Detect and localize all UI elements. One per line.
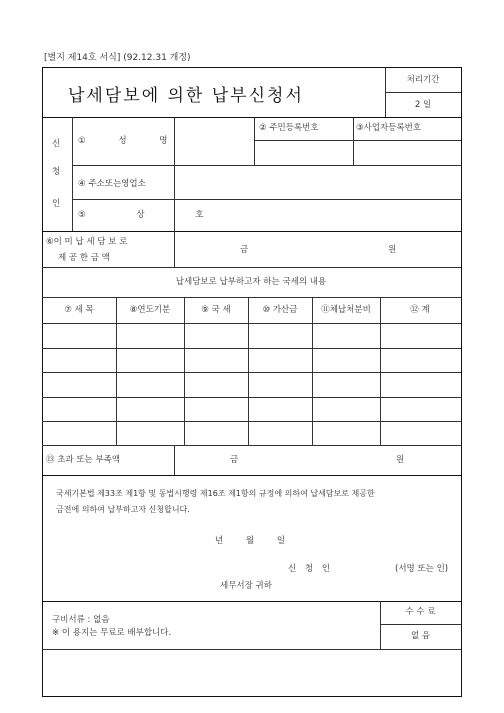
statement-line-2: 금전에 의하여 납부하고자 신청합니다. xyxy=(56,505,190,514)
provided-amount-prefix: 금 xyxy=(240,245,249,255)
signature-note: (서명 또는 인) xyxy=(395,564,449,574)
excess-prefix: 금 xyxy=(230,455,239,465)
table-cell[interactable] xyxy=(117,373,183,396)
table-cell[interactable] xyxy=(381,324,460,347)
table-cell[interactable] xyxy=(43,398,115,420)
excess-label: ⑬ 초과 또는 부족액 xyxy=(46,455,121,465)
table-cell[interactable] xyxy=(313,373,379,396)
table-header-total: ⑫ 계 xyxy=(410,305,430,315)
divider xyxy=(380,624,461,625)
divider xyxy=(72,117,73,231)
name-field[interactable] xyxy=(175,118,254,165)
required-documents: 구비서류 : 없음 xyxy=(52,615,110,625)
table-cell[interactable] xyxy=(381,398,460,420)
trade-name-label: ⑤ 상 호 xyxy=(78,210,204,220)
form-number-note: [별지 제14호 서식] (92.12.31 개정) xyxy=(44,53,191,63)
table-cell[interactable] xyxy=(313,398,379,420)
table-cell[interactable] xyxy=(381,373,460,396)
table-header-tax-item: ⑦ 세 목 xyxy=(64,305,94,315)
table-header-disposition-fee: ⑪체납처분비 xyxy=(321,305,371,315)
table-cell[interactable] xyxy=(249,324,311,347)
table-header-surcharge: ⑩ 가산금 xyxy=(262,305,298,315)
address-field[interactable] xyxy=(175,166,460,198)
excess-suffix: 원 xyxy=(396,455,405,465)
statement-line-1: 국세기본법 제33조 제1항 및 동법시행령 제16조 제1항의 규정에 의하여 납세담보로 제공한 xyxy=(56,489,375,498)
divider xyxy=(42,649,461,650)
divider xyxy=(42,475,461,476)
provided-amount-label-1: ⑥이 미 납 세 담 보 로 xyxy=(46,237,128,247)
business-number-label: ③사업자등록번호 xyxy=(356,123,422,133)
processing-period-value: 2 일 xyxy=(414,100,432,110)
table-cell[interactable] xyxy=(185,349,247,371)
fee-value: 없 음 xyxy=(410,631,431,641)
tax-table xyxy=(42,297,461,445)
table-cell[interactable] xyxy=(185,422,247,444)
table-header-national-tax: ⑨ 국 세 xyxy=(201,305,231,315)
table-cell[interactable] xyxy=(249,398,311,420)
name-label: ① 성 명 xyxy=(78,136,168,146)
table-cell[interactable] xyxy=(117,324,183,347)
table-cell[interactable] xyxy=(43,422,115,444)
applicant-side-label-1: 신 xyxy=(52,139,61,149)
applicant-signature-label: 신 청 인 xyxy=(288,564,331,574)
provided-amount-field[interactable] xyxy=(255,236,383,262)
address-label: ④ 주소또는영업소 xyxy=(78,179,146,189)
applicant-side-label-3: 인 xyxy=(52,199,61,209)
fee-label: 수 수 료 xyxy=(405,607,436,617)
table-cell[interactable] xyxy=(43,349,115,371)
table-cell[interactable] xyxy=(185,373,247,396)
table-cell[interactable] xyxy=(249,373,311,396)
table-cell[interactable] xyxy=(249,422,311,444)
table-cell[interactable] xyxy=(313,349,379,371)
table-header-year: ⑧연도기분 xyxy=(129,305,171,315)
provided-amount-suffix: 원 xyxy=(388,245,397,255)
divider xyxy=(174,231,175,267)
divider xyxy=(42,231,461,232)
divider xyxy=(385,92,461,93)
resident-number-label: ② 주민등록번호 xyxy=(259,123,319,133)
section-title: 납세담보로 납부하고자 하는 국세의 내용 xyxy=(175,277,327,287)
excess-amount-field[interactable] xyxy=(245,449,390,471)
table-cell[interactable] xyxy=(381,349,460,371)
table-cell[interactable] xyxy=(43,324,115,347)
divider xyxy=(42,267,461,268)
table-cell[interactable] xyxy=(117,349,183,371)
table-cell[interactable] xyxy=(313,422,379,444)
business-number-field[interactable] xyxy=(354,141,460,164)
form-title: 납세담보에 의한 납부신청서 xyxy=(68,86,304,106)
table-cell[interactable] xyxy=(117,422,183,444)
processing-period-label: 처리기간 xyxy=(406,75,440,85)
provided-amount-label-2: 제 공 한 금 액 xyxy=(58,253,110,263)
applicant-side-label-2: 청 xyxy=(52,167,61,177)
divider xyxy=(42,601,461,602)
table-cell[interactable] xyxy=(381,422,460,444)
free-distribution-notice: ※ 이 용지는 무료로 배부합니다. xyxy=(52,628,172,638)
application-date: 년 월 일 xyxy=(215,536,286,546)
table-cell[interactable] xyxy=(249,349,311,371)
table-cell[interactable] xyxy=(185,398,247,420)
divider xyxy=(174,445,175,475)
addressee: 세무서장 귀하 xyxy=(220,581,272,591)
table-cell[interactable] xyxy=(313,324,379,347)
table-cell[interactable] xyxy=(43,373,115,396)
table-cell[interactable] xyxy=(185,324,247,347)
table-cell[interactable] xyxy=(117,398,183,420)
resident-number-field[interactable] xyxy=(255,141,352,164)
trade-name-field[interactable] xyxy=(175,200,460,230)
